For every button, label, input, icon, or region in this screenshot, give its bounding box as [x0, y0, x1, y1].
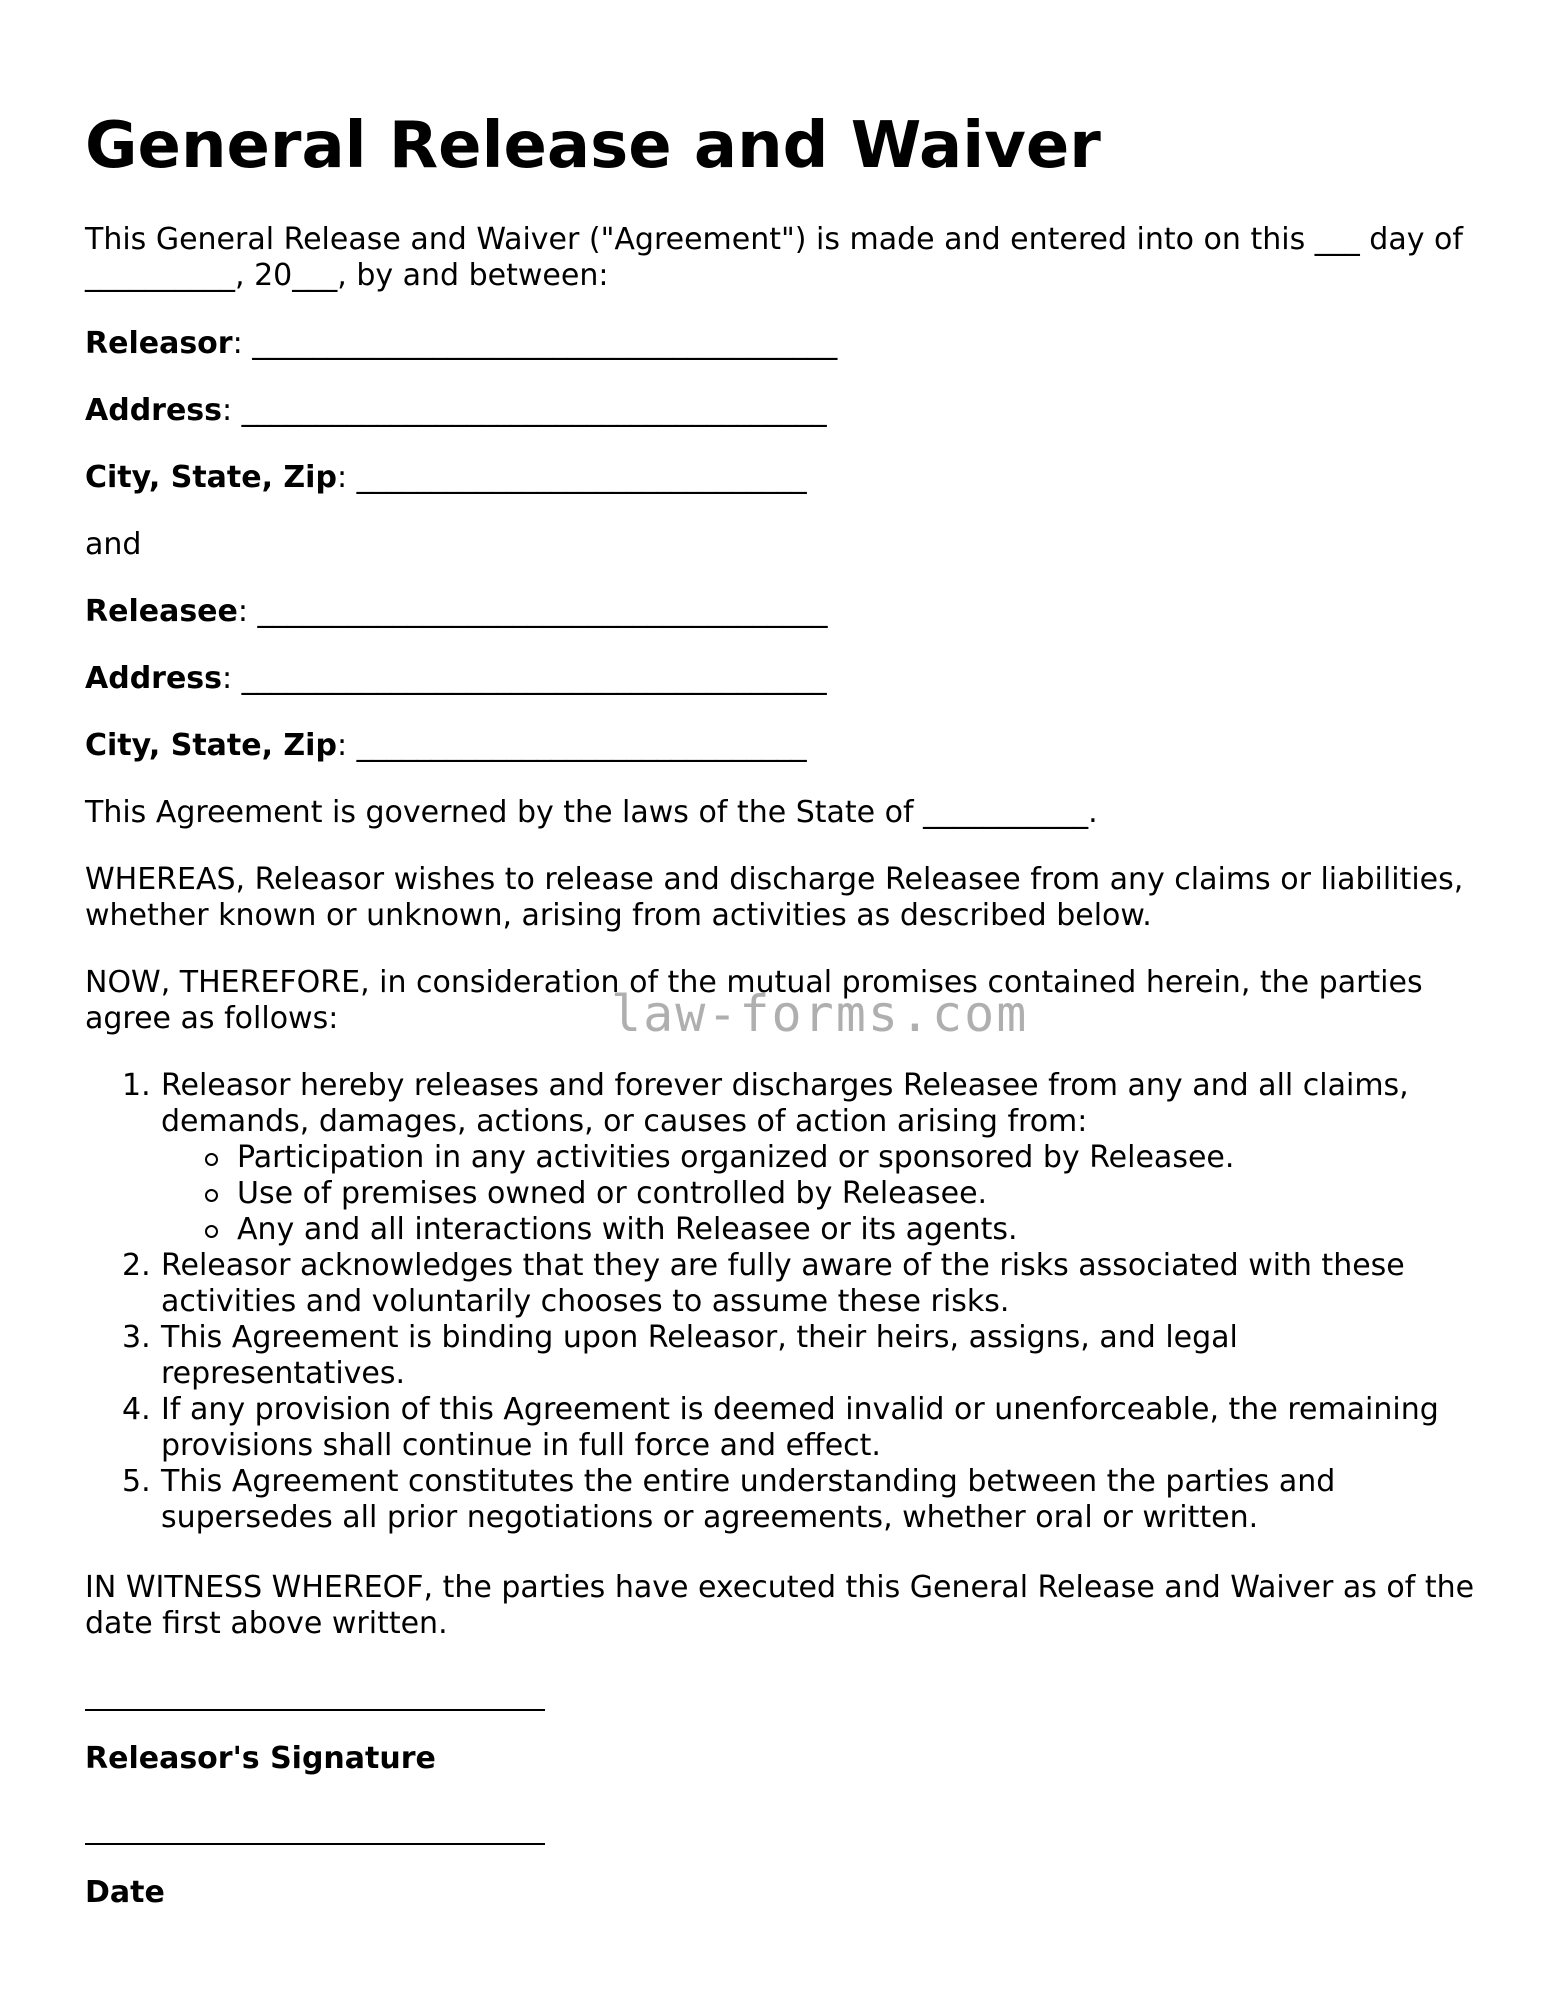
subitem [161, 1212, 1475, 1248]
releasee-address-label: Address [85, 661, 223, 696]
subitem [161, 1176, 1475, 1212]
releasor-city-label: City, State, Zip [85, 460, 337, 495]
term-text: Releasor hereby releases and forever discharges Releasee from any and all claims, demands, damages, actions, or causes of action arising from: [161, 1068, 1409, 1139]
term-number: 5. [122, 1464, 151, 1499]
term-number: 1. [122, 1068, 151, 1103]
releasor-city-blank[interactable]: : ______________________________ [336, 460, 807, 495]
and-text: and [85, 527, 142, 562]
releasor-name-label: Releasor [85, 326, 233, 361]
date-label: Date [85, 1875, 165, 1910]
signature-line[interactable] [85, 1709, 545, 1711]
governing-law-paragraph: This Agreement is governed by the laws of the State of ___________. [85, 795, 1098, 830]
circle-bullet-icon [205, 1225, 218, 1238]
terms-list [85, 1068, 1475, 1536]
document-title: General Release and Waiver [85, 109, 1101, 183]
term-item [85, 1248, 1475, 1320]
subitem-text: Participation in any activities organized or sponsored by Releasee. [237, 1140, 1235, 1175]
releasee-name-label: Releasee [85, 594, 238, 629]
releasor-address-label: Address [85, 393, 223, 428]
subitem-text: Use of premises owned or controlled by Releasee. [237, 1176, 988, 1211]
now-therefore-paragraph: NOW, THEREFORE, in consideration of the mutual promises contained herein, the parties agree as follows: [85, 965, 1423, 1036]
releasee-address-field[interactable] [85, 661, 1475, 697]
releasor-name-field[interactable] [85, 326, 1475, 362]
releasee-address-blank[interactable]: : _______________________________________ [222, 661, 827, 696]
term-text: This Agreement constitutes the entire understanding between the parties and supersedes all prior negotiations or agreements, whether oral or written. [161, 1464, 1336, 1535]
whereas-paragraph: WHEREAS, Releasor wishes to release and discharge Releasee from any claims or liabilities, whether known or unknown, arising from activities as described below. [85, 862, 1464, 933]
subitem [161, 1140, 1475, 1176]
releasor-name-blank[interactable]: : _______________________________________ [232, 326, 838, 361]
releasor-address-blank[interactable]: : _______________________________________ [222, 393, 827, 428]
term-number: 4. [122, 1392, 151, 1427]
releasor-city-field[interactable] [85, 460, 1475, 496]
circle-bullet-icon [205, 1153, 218, 1166]
releasee-name-field[interactable] [85, 594, 1475, 630]
watermark: law-forms.com [611, 985, 1029, 1043]
term-number: 3. [122, 1320, 151, 1355]
subitem-text: Any and all interactions with Releasee or its agents. [237, 1212, 1018, 1247]
term-item [85, 1068, 1475, 1248]
term-item [85, 1464, 1475, 1536]
term-subitems [161, 1140, 1475, 1248]
witness-paragraph: IN WITNESS WHEREOF, the parties have executed this General Release and Waiver as of the date first above written. [85, 1570, 1475, 1641]
term-item [85, 1392, 1475, 1464]
releasee-city-label: City, State, Zip [85, 728, 337, 763]
releasee-name-blank[interactable]: : ______________________________________ [237, 594, 828, 629]
date-line[interactable] [85, 1843, 545, 1845]
intro-paragraph: This General Release and Waiver ("Agreement") is made and entered into on this ___ day of __________, 20___, by and between: [85, 222, 1463, 293]
term-text: This Agreement is binding upon Releasor, their heirs, assigns, and legal representatives. [161, 1320, 1238, 1391]
term-item [85, 1320, 1475, 1392]
signature-label: Releasor's Signature [85, 1741, 436, 1776]
term-text: Releasor acknowledges that they are fully aware of the risks associated with these activities and voluntarily chooses to assume these risks. [161, 1248, 1405, 1319]
releasor-address-field[interactable] [85, 393, 1475, 429]
term-text: If any provision of this Agreement is deemed invalid or unenforceable, the remaining provisions shall continue in full force and effect. [161, 1392, 1439, 1463]
circle-bullet-icon [205, 1189, 218, 1202]
term-number: 2. [122, 1248, 151, 1283]
releasee-city-blank[interactable]: : ______________________________ [336, 728, 807, 763]
releasee-city-field[interactable] [85, 728, 1475, 764]
